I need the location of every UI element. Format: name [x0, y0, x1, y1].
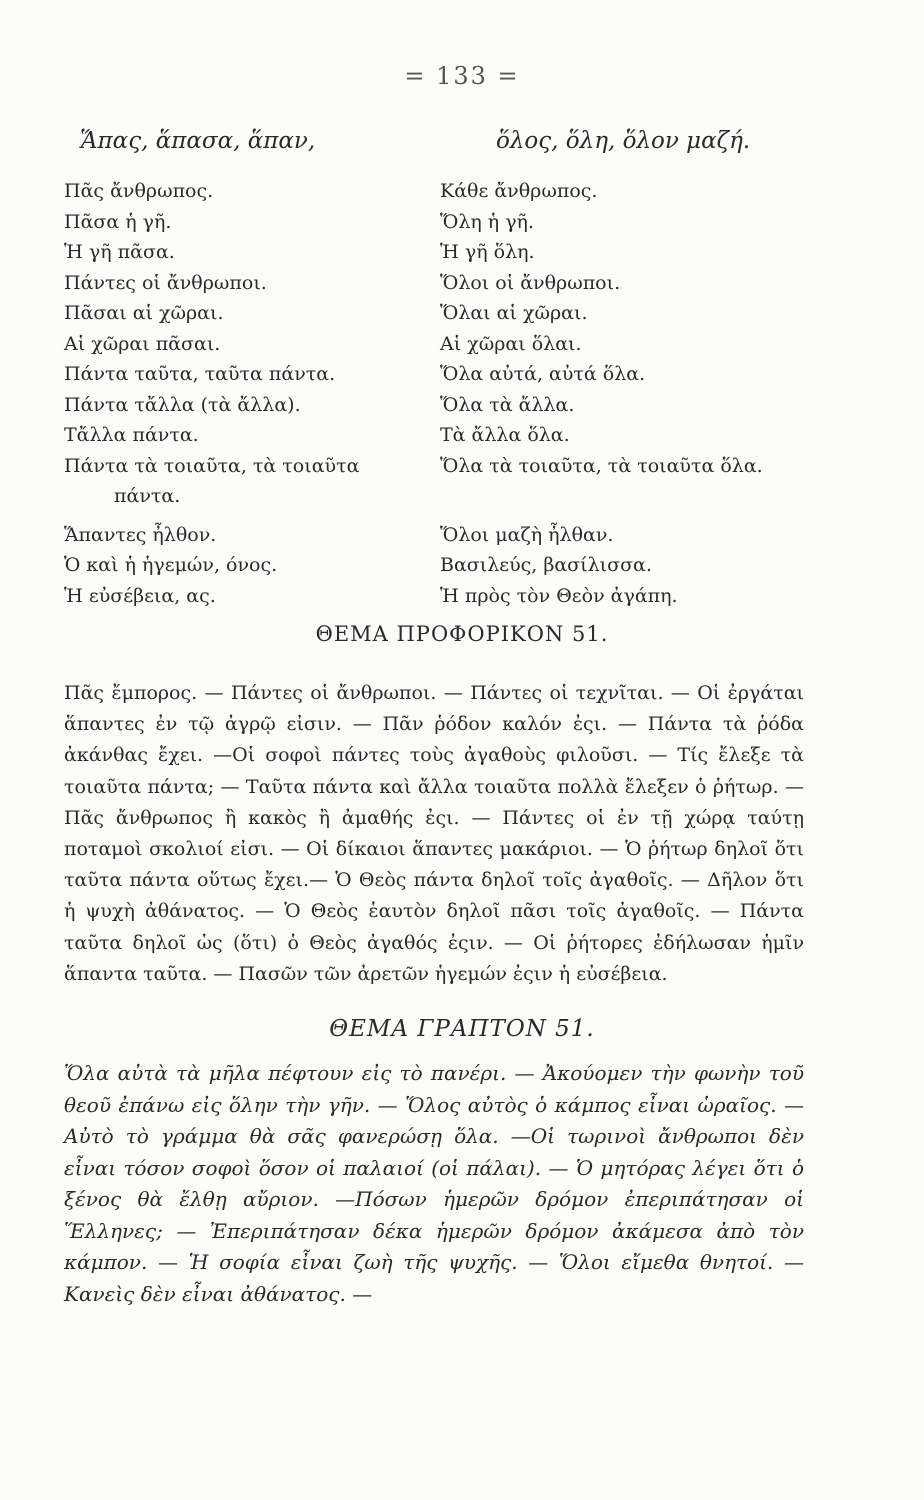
pair-row	[64, 272, 844, 303]
ancient-phrase: Πᾶσα ἡ γῆ.	[64, 210, 172, 233]
ancient-phrase: Αἱ χῶραι πᾶσαι.	[64, 332, 221, 355]
modern-phrase: Ὅλα τὰ τοιαῦτα, τὰ τοιαῦτα ὅλα.	[440, 454, 763, 477]
oral-exercise-title: ΘΕΜΑ ΠΡΟΦΟΡΙΚΟΝ 51.	[315, 622, 609, 646]
pair-row	[64, 554, 844, 585]
pair-row	[64, 455, 844, 486]
ancient-phrase: πάντα.	[114, 485, 181, 507]
header-ancient: Ἅπας, ἅπασα, ἅπαν,	[80, 128, 316, 154]
page-number: = 133 =	[404, 62, 520, 90]
pair-row	[64, 363, 844, 394]
pair-row	[64, 302, 844, 333]
pair-row	[64, 333, 844, 364]
ancient-phrase: Πάντα ταῦτα, ταῦτα πάντα.	[64, 363, 336, 385]
translation-pairs	[64, 180, 844, 615]
ancient-phrase: Πάντα τὰ τοιαῦτα, τὰ τοιαῦτα	[64, 454, 360, 477]
modern-phrase: Ὅλα τὰ ἄλλα.	[440, 393, 575, 416]
ancient-phrase: Πᾶς ἄνθρωπος.	[64, 180, 214, 202]
pair-row	[64, 241, 844, 272]
ancient-phrase: Ὁ καὶ ἡ ἡγεμών, όνος.	[64, 554, 278, 576]
written-exercise-title: ΘΕΜΑ ΓΡΑΠΤΟΝ 51.	[329, 1016, 595, 1042]
pronoun-header	[80, 128, 840, 158]
modern-phrase: Ὅλαι αἱ χῶραι.	[440, 302, 588, 324]
written-exercise-text: Ὅλα αὐτὰ τὰ μῆλα πέφτουν εἰς τὸ πανέρι. — Ἀκούομεν τὴν φωνὴν τοῦ θεοῦ ἐπάνω εἰς ὅλην τὴν γῆν. — Ὅλος αὐτὸς ὁ κάμπος εἶναι ὡραῖος. — Αὐτὸ τὸ γράμμα θὰ σᾶς φανερώσῃ ὅλα. —Οἱ τωρινοὶ ἄνθρωποι δὲν εἶναι τόσον σοφοὶ ὅσον οἱ παλαιοί (οἱ πάλαι). — Ὁ μητόρας λέγει ὅτι ὁ ξένος θὰ ἔλθῃ αὔριον. —Πόσων ἡμερῶν δρόμον ἐπεριπάτησαν οἱ Ἕλληνες; — Ἐπεριπάτησαν δέκα ἡμερῶν δρόμον ἀκάμεσα ἀπὸ τὸν κάμπον. — Ἡ σοφία εἶναι ζωὴ τῆς ψυχῆς. — Ὅλοι εἴμεθα θνητοί. — Κανεὶς δὲν εἶναι ἀθάνατος. —	[64, 1061, 804, 1306]
ancient-phrase: Πάντα τἄλλα (τὰ ἄλλα).	[64, 393, 301, 416]
oral-exercise-text: Πᾶς ἔμπορος. — Πάντες οἱ ἄνθρωποι. — Πάντες οἱ τεχνῖται. — Οἱ ἐργάται ἅπαντες ἐν τῷ ἀγρῷ εἰσιν. — Πᾶν ῥόδον καλόν ἐςι. — Πάντα τὰ ῥόδα ἀκάνθας ἔχει. —Οἱ σοφοὶ πάντες τοὺς ἀγαθοὺς φιλοῦσι. — Τίς ἔλεξε τὰ τοιαῦτα πάντα; — Ταῦτα πάντα καὶ ἄλλα τοιαῦτα πολλὰ ἔλεξεν ὁ ῥήτωρ. — Πᾶς ἄνθρωπος ἢ κακὸς ἢ ἀμαθής ἐςι. — Πάντες οἱ ἐν τῇ χώρᾳ ταύτῃ ποταμοὶ σκολιοί εἰσι. — Οἱ δίκαιοι ἅπαντες μακάριοι. — Ὁ ῥήτωρ δηλοῖ ὅτι ταῦτα πάντα οὕτως ἔχει.— Ὁ Θεὸς πάντα δηλοῖ τοῖς ἀγαθοῖς. — Δῆλον ὅτι ἡ ψυχὴ ἀθάνατος. — Ὁ Θεὸς ἑαυτὸν δηλοῖ πᾶσι τοῖς ἀγαθοῖς. — Πάντα ταῦτα δηλοῖ ὡς (ὅτι) ὁ Θεὸς ἀγαθός ἐςιν. — Οἱ ῥήτορες ἐδήλωσαν ἡμῖν ἅπαντα ταῦτα. — Πασῶν τῶν ἀρετῶν ἡγεμών ἐςιν ἡ εὐσέβεια.	[64, 682, 804, 985]
modern-phrase: Τὰ ἄλλα ὅλα.	[440, 424, 570, 446]
modern-phrase: Βασιλεύς, βασίλισσα.	[440, 554, 652, 576]
modern-phrase: Αἱ χῶραι ὅλαι.	[440, 332, 582, 355]
pair-row	[64, 424, 844, 455]
ancient-phrase: Πᾶσαι αἱ χῶραι.	[64, 302, 224, 324]
ancient-phrase: Ἡ εὐσέβεια, ας.	[64, 584, 216, 607]
modern-phrase: Ὅλοι οἱ ἄνθρωποι.	[440, 271, 621, 294]
ancient-phrase: Ἅπαντες ἦλθον.	[64, 523, 217, 546]
modern-phrase: Ὅλη ἡ γῆ.	[440, 210, 534, 233]
ancient-phrase: Τἄλλα πάντα.	[64, 424, 199, 446]
pair-row	[64, 524, 844, 555]
modern-phrase: Ἡ γῆ ὅλη.	[440, 241, 535, 263]
ancient-phrase: Ἡ γῆ πᾶσα.	[64, 241, 175, 263]
pair-row	[64, 394, 844, 425]
pair-row	[64, 180, 844, 211]
modern-phrase: Ὅλοι μαζὴ ἦλθαν.	[440, 523, 614, 546]
modern-phrase: Κάθε ἄνθρωπος.	[440, 180, 598, 202]
ancient-phrase: Πάντες οἱ ἄνθρωποι.	[64, 271, 267, 294]
modern-phrase: Ἡ πρὸς τὸν Θεὸν ἀγάπη.	[440, 584, 678, 607]
pair-row-continuation	[64, 485, 844, 516]
pair-row	[64, 585, 844, 616]
pair-row	[64, 211, 844, 242]
header-modern: ὅλος, ὅλη, ὅλον μαζή.	[496, 128, 751, 154]
modern-phrase: Ὅλα αὐτά, αὐτά ὅλα.	[440, 363, 646, 385]
